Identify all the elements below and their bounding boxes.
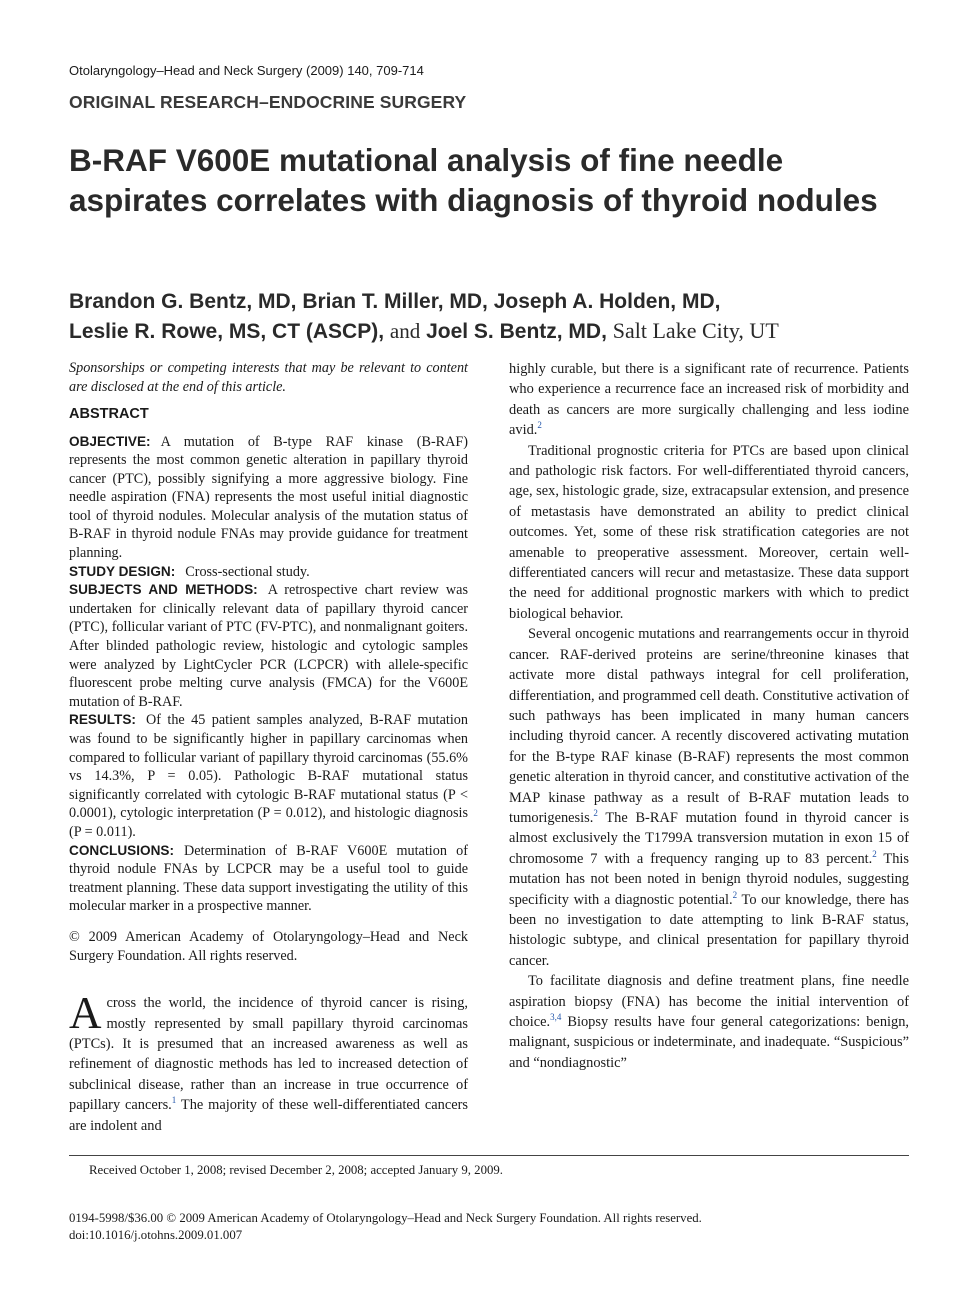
right-column — [509, 359, 909, 1073]
abstract-text: A mutation of B-type RAF kinase (B-RAF) represents the most common genetic alteration in papillary thyroid cancer (PTC), possibly signifying a more aggressive biology. Fine needle aspiration (FNA) represents the most useful initial diagnostic tool of thyroid nodules. Molecular analysis of the mutation status of B-RAF in thyroid nodule FNAs may provide guidance for treatment planning. — [69, 433, 468, 562]
author-list — [69, 287, 949, 346]
reference-link[interactable]: 2 — [537, 420, 542, 431]
body-paragraph — [509, 624, 909, 971]
body-text: This mutation has not been noted in benign thyroid nodules, suggesting specificity with a diagnostic potential. — [509, 850, 909, 908]
abstract-objective — [69, 433, 468, 563]
received-dates: Received October 1, 2008; revised December 2, 2008; accepted January 9, 2009. — [89, 1163, 503, 1177]
abstract-label: SUBJECTS AND METHODS: — [69, 582, 258, 598]
body-text: To facilitate diagnosis and define treatment plans, fine needle aspiration biopsy (FNA) has become the initial intervention of choice. — [509, 973, 909, 1030]
article-title: B-RAF V600E mutational analysis of fine needle aspirates correlates with diagnosis of thyroid nodules — [69, 142, 878, 218]
intro-text: The majority of these well-differentiated cancers are indolent and — [69, 1097, 468, 1134]
body-text: highly curable, but there is a significant rate of recurrence. Patients who experience a recurrence face an increased risk of morbidity and death as cancers are more surgically challenging and less iodine avid. — [509, 361, 909, 439]
author-name: Brandon G. Bentz, MD, — [69, 290, 297, 313]
doi[interactable]: doi:10.1016/j.otohns.2009.01.007 — [69, 1228, 243, 1242]
footer-divider — [69, 1155, 909, 1156]
intro-text: cross the world, the incidence of thyroid cancer is rising, mostly represented by small papillary thyroid carcinomas (PTCs). It is presumed that an increased awareness as well as refinement of diagnostic methods has led to increased detection of subclinical disease, rather than an increase in true occurrence of papillary cancers. — [69, 995, 468, 1114]
intro-paragraph — [69, 988, 468, 1136]
body-text: Biopsy results have four general categorizations: benign, malignant, suspicious or indeterminate, and inadequate. “Suspicious” and “nondiagnostic” — [509, 1014, 909, 1071]
author-conjunction: and — [389, 319, 421, 343]
abstract-text: Of the 45 patient samples analyzed, B-RAF mutation was found to be significantly higher in papillary carcinomas when compared to follicular variant of papillary thyroid carcinomas (55.6% vs 14.3%, P = 0.05). Pathologic B-RAF mutational status significantly correlated with cytologic B-RAF mutational status (P < 0.0001), cytologic interpretation (P = 0.012), and histologic diagnosis (P = 0.011). — [69, 712, 468, 840]
abstract-label: CONCLUSIONS: — [69, 842, 174, 858]
reference-link[interactable]: 2 — [872, 848, 877, 859]
body-paragraph: Traditional prognostic criteria for PTCs are based upon clinical and pathologic risk factors. For well-differentiated thyroid cancers, age, sex, histologic grade, size, extracapsular extension, and presence of metastasis have demonstrated an ability to predict clinical outcomes. Yet, some of these risk stratification categories are not amenable to preoperative assessment. Moreover, certain well-differentiated cancers will recur and metastasize. These data support the need for additional prognostic markers with which to predict biological behavior. — [509, 442, 909, 622]
abstract-label: OBJECTIVE: — [69, 433, 151, 449]
body-text: The B-RAF mutation found in thyroid cancer is almost exclusively the T1799A transversion mutation in exon 15 of chromosome 7 with a frequency ranging up to 83 percent. — [509, 809, 909, 867]
author-name: Joel S. Bentz, MD, — [426, 320, 607, 343]
body-text: To our knowledge, there has been no investigation to date attempting to link B-RAF status, histologic subtype, and clinical presentation for papillary thyroid cancer. — [509, 891, 910, 969]
section-label: ORIGINAL RESEARCH–ENDOCRINE SURGERY — [69, 92, 467, 112]
sponsorship-note: Sponsorships or competing interests that may be relevant to content are disclosed at the end of this article. — [69, 360, 468, 395]
abstract-text: Determination of B-RAF V600E mutation of thyroid nodule FNAs by LCPCR may be a useful tool to guide treatment planning. These data support investigating the utility of this molecular marker in a prospective manner. — [69, 842, 468, 915]
reference-link[interactable]: 1 — [171, 1095, 177, 1106]
abstract-study-design — [69, 563, 468, 582]
abstract-text: A retrospective chart review was undertaken for clinically relevant data of papillary thyroid cancer (PTC), follicular variant of PTC (FV-PTC), and nonmalignant goiters. After blinded pathologic review, histologic and cytologic samples were analyzed by LightCycler PCR (LCPCR) with allele-specific fluorescent probe melting curve analysis (FMCA) for the V600E mutation of B-RAF. — [69, 582, 469, 710]
reference-link[interactable]: 2 — [593, 808, 598, 819]
reference-link[interactable]: 3,4 — [550, 1012, 562, 1023]
journal-citation: Otolaryngology–Head and Neck Surgery (2009) 140, 709-714 — [69, 63, 424, 78]
author-name: Brian T. Miller, MD, — [302, 290, 488, 313]
author-name: Leslie R. Rowe, MS, CT (ASCP), — [69, 320, 385, 343]
author-location: Salt Lake City, UT — [612, 318, 779, 343]
drop-cap: A — [69, 988, 102, 1039]
issn-copyright: 0194-5998/$36.00 © 2009 American Academy of Otolaryngology–Head and Neck Surgery Foundation. All rights reserved. — [69, 1211, 702, 1225]
abstract-conclusions — [69, 842, 468, 916]
body-paragraph — [509, 359, 909, 441]
abstract-methods — [69, 581, 468, 711]
body-text: Several oncogenic mutations and rearrangements occur in thyroid cancer. RAF-derived proteins are serine/threonine kinases that activate more distal pathways integral for cell proliferation, differentiation, and programmed cell death. Constitutive activation of such pathways has been implicated in many human cancers including thyroid cancer. A recently discovered activating mutation for the B-type RAF kinase (B-RAF) represents the most common genetic alteration in thyroid cancer, and constitutive activation of the MAP kinase pathway as a result of B-RAF mutation leads to tumorigenesis. — [509, 626, 909, 826]
body-paragraph — [509, 971, 909, 1073]
left-column — [69, 359, 468, 1136]
abstract-text: Cross-sectional study. — [185, 563, 310, 580]
reference-link[interactable]: 2 — [732, 889, 738, 900]
abstract-label: RESULTS: — [69, 712, 136, 728]
author-name: Joseph A. Holden, MD, — [493, 290, 721, 313]
abstract-results — [69, 711, 468, 841]
abstract-heading: ABSTRACT — [69, 406, 149, 422]
abstract-copyright: © 2009 American Academy of Otolaryngology–Head and Neck Surgery Foundation. All rights reserved. — [69, 928, 468, 964]
abstract-label: STUDY DESIGN: — [69, 563, 176, 579]
